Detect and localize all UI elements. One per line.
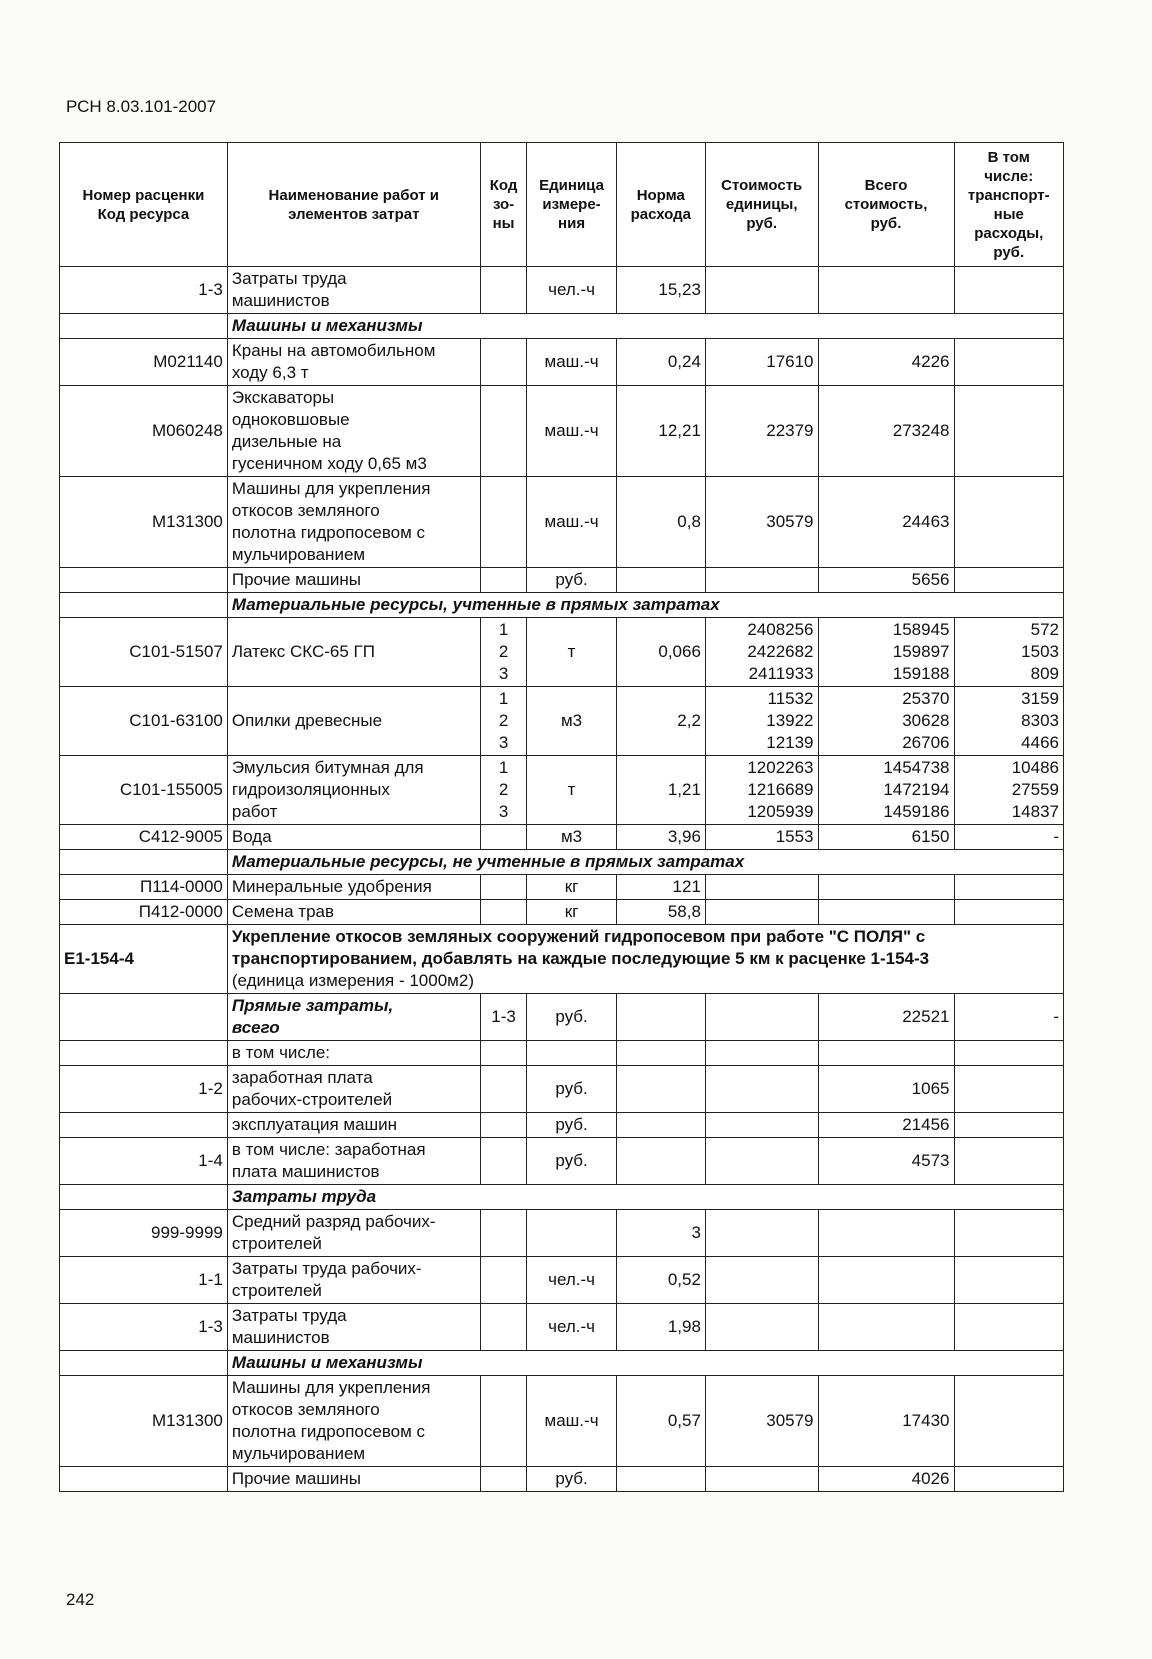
section-title: Затраты труда: [227, 1185, 1063, 1210]
norm: 0,52: [616, 1257, 705, 1304]
table-row: [60, 267, 1064, 314]
unit: руб.: [527, 1066, 616, 1113]
total-cost: 21456: [818, 1113, 954, 1138]
table-row: [60, 1210, 1064, 1257]
transport-cost: [954, 386, 1064, 477]
total-cost: [818, 1257, 954, 1304]
total-cost: 4026: [818, 1467, 954, 1492]
row-name: Краны на автомобильном ходу 6,3 т: [227, 339, 480, 386]
zone-code: [480, 825, 527, 850]
row-name: в том числе:: [227, 1041, 480, 1066]
unit-price: [705, 1041, 818, 1066]
norm: [616, 994, 705, 1041]
rows-group-b: [60, 994, 1064, 1492]
row-code: С412-9005: [60, 825, 228, 850]
total-cost: [818, 1210, 954, 1257]
unit: маш.-ч: [527, 1376, 616, 1467]
section-row: [60, 850, 1064, 875]
section-title: Машины и механизмы: [227, 1351, 1063, 1376]
entry-title-row: [60, 925, 1064, 994]
row-name: Семена трав: [227, 900, 480, 925]
row-code: [60, 1467, 228, 1492]
section-title: Машины и механизмы: [227, 314, 1063, 339]
row-code: 999-9999: [60, 1210, 228, 1257]
unit-price: 30579: [705, 477, 818, 568]
table-row: [60, 875, 1064, 900]
unit-price: [705, 1210, 818, 1257]
zone-code: 1 2 3: [480, 618, 527, 687]
zone-code: [480, 1304, 527, 1351]
table-row: [60, 1113, 1064, 1138]
norm: [616, 1113, 705, 1138]
row-code: [60, 1113, 228, 1138]
row-code: М060248: [60, 386, 228, 477]
zone-code: [480, 875, 527, 900]
total-cost: 273248: [818, 386, 954, 477]
unit-price: [705, 1257, 818, 1304]
row-name: Вода: [227, 825, 480, 850]
zone-code: [480, 1066, 527, 1113]
total-cost: 158945 159897 159188: [818, 618, 954, 687]
transport-cost: [954, 875, 1064, 900]
norm: 121: [616, 875, 705, 900]
total-cost: 22521: [818, 994, 954, 1041]
transport-cost: [954, 1210, 1064, 1257]
row-code: С101-51507: [60, 618, 228, 687]
section-spacer: [60, 593, 228, 618]
table-row: [60, 568, 1064, 593]
zone-code: [480, 1376, 527, 1467]
transport-cost: [954, 477, 1064, 568]
unit-price: [705, 1066, 818, 1113]
table-row: [60, 900, 1064, 925]
transport-cost: [954, 267, 1064, 314]
norm: [616, 568, 705, 593]
table-row: [60, 1066, 1064, 1113]
zone-code: [480, 1210, 527, 1257]
section-title: Материальные ресурсы, учтенные в прямых затратах: [227, 593, 1063, 618]
norm: 12,21: [616, 386, 705, 477]
unit-price: [705, 1304, 818, 1351]
norm: 1,98: [616, 1304, 705, 1351]
unit: маш.-ч: [527, 477, 616, 568]
section-spacer: [60, 1351, 228, 1376]
unit-price: [705, 267, 818, 314]
norm: 0,57: [616, 1376, 705, 1467]
section-spacer: [60, 850, 228, 875]
entry-title-cell: [227, 925, 1063, 994]
row-name: Минеральные удобрения: [227, 875, 480, 900]
transport-cost: 572 1503 809: [954, 618, 1064, 687]
rows-group-a: [60, 267, 1064, 925]
table-row: [60, 994, 1064, 1041]
table-header-row: [60, 143, 1064, 267]
row-name: Затраты труда машинистов: [227, 267, 480, 314]
table-row: [60, 1041, 1064, 1066]
norm: 3: [616, 1210, 705, 1257]
row-code: П114-0000: [60, 875, 228, 900]
zone-code: [480, 1467, 527, 1492]
total-cost: 1454738 1472194 1459186: [818, 756, 954, 825]
zone-code: [480, 1041, 527, 1066]
transport-cost: -: [954, 994, 1064, 1041]
total-cost: 6150: [818, 825, 954, 850]
zone-code: [480, 386, 527, 477]
total-cost: 17430: [818, 1376, 954, 1467]
total-cost: [818, 267, 954, 314]
transport-cost: [954, 1467, 1064, 1492]
row-name: эксплуатация машин: [227, 1113, 480, 1138]
unit: руб.: [527, 568, 616, 593]
section-title: Материальные ресурсы, не учтенные в прямых затратах: [227, 850, 1063, 875]
zone-code: 1-3: [480, 994, 527, 1041]
norm: [616, 1066, 705, 1113]
rates-table: [59, 142, 1064, 1492]
unit-price: 22379: [705, 386, 818, 477]
transport-cost: [954, 568, 1064, 593]
zone-code: 1 2 3: [480, 687, 527, 756]
row-name: Латекс СКС-65 ГП: [227, 618, 480, 687]
row-name: Средний разряд рабочих- строителей: [227, 1210, 480, 1257]
unit-price: [705, 1467, 818, 1492]
column-header: Стоимость единицы, руб.: [705, 143, 818, 267]
transport-cost: [954, 900, 1064, 925]
unit-price: 11532 13922 12139: [705, 687, 818, 756]
unit: руб.: [527, 1467, 616, 1492]
document-code-header: РСН 8.03.101-2007: [66, 97, 217, 116]
transport-cost: [954, 1138, 1064, 1185]
row-name: Затраты труда рабочих- строителей: [227, 1257, 480, 1304]
section-row: [60, 314, 1064, 339]
unit: т: [527, 618, 616, 687]
unit-price: 1202263 1216689 1205939: [705, 756, 818, 825]
total-cost: 4226: [818, 339, 954, 386]
total-cost: 24463: [818, 477, 954, 568]
zone-code: [480, 568, 527, 593]
transport-cost: 3159 8303 4466: [954, 687, 1064, 756]
row-name: Затраты труда машинистов: [227, 1304, 480, 1351]
unit: кг: [527, 900, 616, 925]
unit: руб.: [527, 1138, 616, 1185]
entry-code: Е1-154-4: [60, 925, 228, 994]
norm: [616, 1467, 705, 1492]
unit: кг: [527, 875, 616, 900]
row-code: [60, 568, 228, 593]
table-row: [60, 386, 1064, 477]
zone-code: 1 2 3: [480, 756, 527, 825]
total-cost: [818, 1041, 954, 1066]
row-name: заработная плата рабочих-строителей: [227, 1066, 480, 1113]
transport-cost: [954, 1257, 1064, 1304]
unit: м3: [527, 687, 616, 756]
unit: [527, 1210, 616, 1257]
unit: руб.: [527, 1113, 616, 1138]
norm: 15,23: [616, 267, 705, 314]
norm: [616, 1138, 705, 1185]
unit-price: [705, 994, 818, 1041]
column-header: Наименование работ и элементов затрат: [227, 143, 480, 267]
row-code: 1-3: [60, 1304, 228, 1351]
transport-cost: 10486 27559 14837: [954, 756, 1064, 825]
row-code: С101-155005: [60, 756, 228, 825]
row-code: 1-4: [60, 1138, 228, 1185]
norm: 0,066: [616, 618, 705, 687]
row-code: [60, 994, 228, 1041]
transport-cost: [954, 1041, 1064, 1066]
row-code: 1-2: [60, 1066, 228, 1113]
norm: 3,96: [616, 825, 705, 850]
section-row: [60, 593, 1064, 618]
table-row: [60, 756, 1064, 825]
entry-title: Укрепление откосов земляных сооружений гидропосевом при работе "С ПОЛЯ" с транспортированием, добавлять на каждые последующие 5 км к расценке 1-154-3: [231, 927, 930, 968]
zone-code: [480, 339, 527, 386]
total-cost: [818, 875, 954, 900]
norm: 0,24: [616, 339, 705, 386]
table-row: [60, 1467, 1064, 1492]
row-name: в том числе: заработная плата машинистов: [227, 1138, 480, 1185]
transport-cost: [954, 1066, 1064, 1113]
section-spacer: [60, 1185, 228, 1210]
section-row: [60, 1185, 1064, 1210]
total-cost: 25370 30628 26706: [818, 687, 954, 756]
entry-subtitle: (единица измерения - 1000м2): [231, 971, 474, 990]
table-row: [60, 477, 1064, 568]
zone-code: [480, 267, 527, 314]
table-row: [60, 687, 1064, 756]
norm: 58,8: [616, 900, 705, 925]
norm: 0,8: [616, 477, 705, 568]
zone-code: [480, 900, 527, 925]
transport-cost: -: [954, 825, 1064, 850]
transport-cost: [954, 1376, 1064, 1467]
page-number: 242: [66, 1590, 95, 1609]
table-row: [60, 825, 1064, 850]
table-row: [60, 1304, 1064, 1351]
zone-code: [480, 477, 527, 568]
unit: руб.: [527, 994, 616, 1041]
unit-price: [705, 568, 818, 593]
entry-group: [60, 925, 1064, 994]
zone-code: [480, 1138, 527, 1185]
total-cost: 4573: [818, 1138, 954, 1185]
row-name: Экскаваторы одноковшовые дизельные на гусеничном ходу 0,65 м3: [227, 386, 480, 477]
total-cost: [818, 900, 954, 925]
row-name: Прямые затраты, всего: [227, 994, 480, 1041]
unit: т: [527, 756, 616, 825]
unit: чел.-ч: [527, 1304, 616, 1351]
unit-price: 17610: [705, 339, 818, 386]
zone-code: [480, 1257, 527, 1304]
unit-price: 30579: [705, 1376, 818, 1467]
column-header: В том числе: транспорт- ные расходы, руб.: [954, 143, 1064, 267]
row-code: 1-1: [60, 1257, 228, 1304]
column-header: Единица измере- ния: [527, 143, 616, 267]
row-name: Машины для укрепления откосов земляного полотна гидропосевом с мульчированием: [227, 477, 480, 568]
total-cost: 5656: [818, 568, 954, 593]
table-row: [60, 339, 1064, 386]
transport-cost: [954, 1304, 1064, 1351]
transport-cost: [954, 1113, 1064, 1138]
column-header: Норма расхода: [616, 143, 705, 267]
unit-price: 2408256 2422682 2411933: [705, 618, 818, 687]
unit: маш.-ч: [527, 386, 616, 477]
row-name: Опилки древесные: [227, 687, 480, 756]
unit-price: [705, 875, 818, 900]
table-row: [60, 1257, 1064, 1304]
row-code: [60, 1041, 228, 1066]
norm: 2,2: [616, 687, 705, 756]
unit-price: [705, 1138, 818, 1185]
row-code: М131300: [60, 477, 228, 568]
row-name: Машины для укрепления откосов земляного полотна гидропосевом с мульчированием: [227, 1376, 480, 1467]
row-code: М131300: [60, 1376, 228, 1467]
unit: чел.-ч: [527, 1257, 616, 1304]
section-row: [60, 1351, 1064, 1376]
unit: чел.-ч: [527, 267, 616, 314]
section-spacer: [60, 314, 228, 339]
row-code: М021140: [60, 339, 228, 386]
norm: 1,21: [616, 756, 705, 825]
total-cost: [818, 1304, 954, 1351]
unit-price: [705, 1113, 818, 1138]
total-cost: 1065: [818, 1066, 954, 1113]
unit: м3: [527, 825, 616, 850]
transport-cost: [954, 339, 1064, 386]
unit-price: [705, 900, 818, 925]
column-header: Код зо- ны: [480, 143, 527, 267]
row-name: Прочие машины: [227, 568, 480, 593]
unit-price: 1553: [705, 825, 818, 850]
unit: [527, 1041, 616, 1066]
column-header: Номер расценки Код ресурса: [60, 143, 228, 267]
row-name: Прочие машины: [227, 1467, 480, 1492]
column-header: Всего стоимость, руб.: [818, 143, 954, 267]
table-row: [60, 1138, 1064, 1185]
unit: маш.-ч: [527, 339, 616, 386]
row-code: П412-0000: [60, 900, 228, 925]
row-name: Эмульсия битумная для гидроизоляционных работ: [227, 756, 480, 825]
norm: [616, 1041, 705, 1066]
zone-code: [480, 1113, 527, 1138]
row-code: С101-63100: [60, 687, 228, 756]
row-code: 1-3: [60, 267, 228, 314]
table-row: [60, 618, 1064, 687]
table-row: [60, 1376, 1064, 1467]
